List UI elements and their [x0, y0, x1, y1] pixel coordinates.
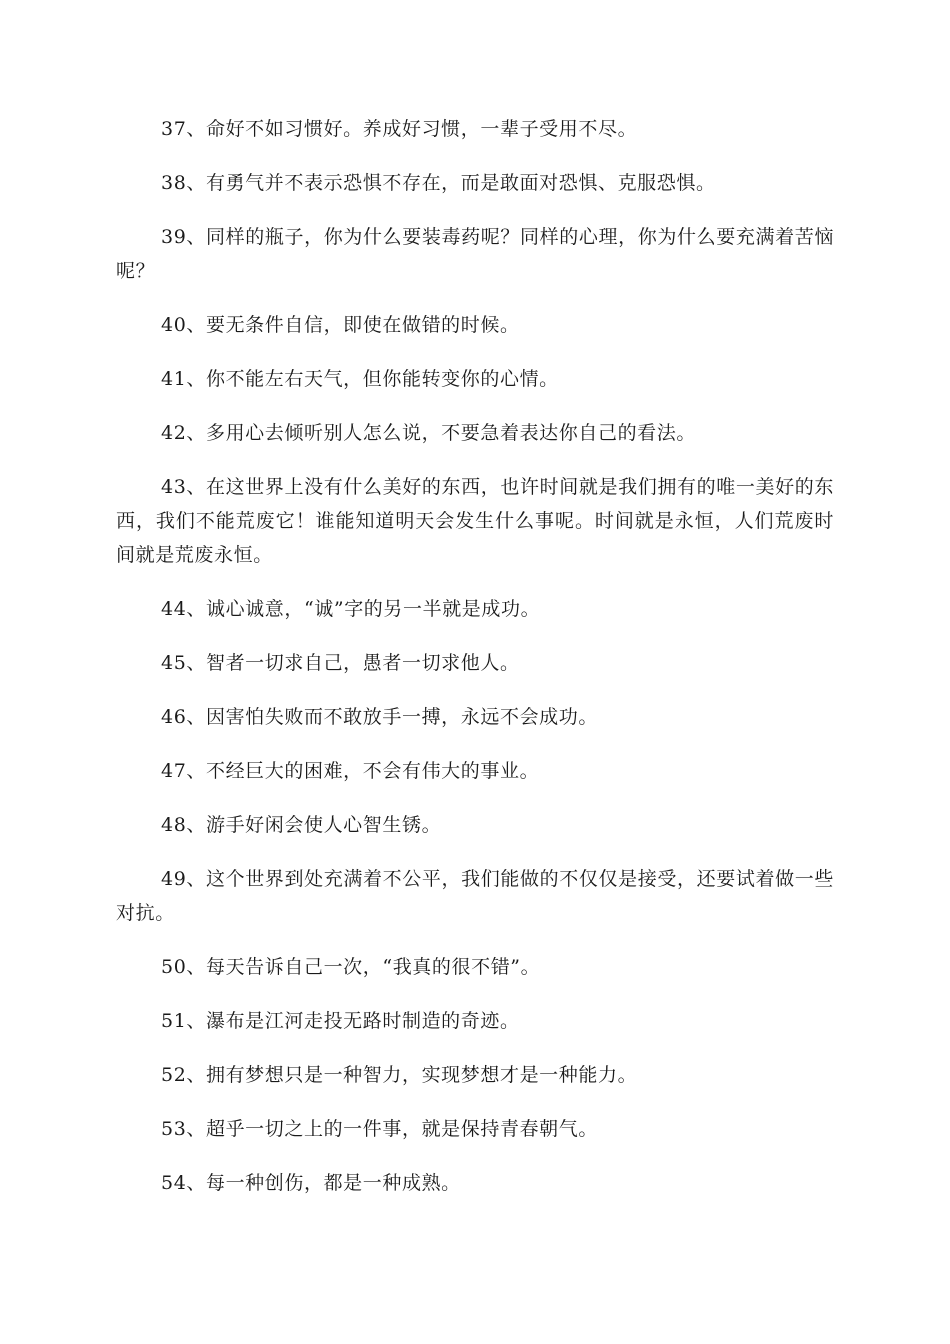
- paragraph-44: 44、诚心诚意，“诚”字的另一半就是成功。: [161, 598, 541, 620]
- paragraph-42: 42、多用心去倾听别人怎么说，不要急着表达你自己的看法。: [161, 422, 696, 444]
- paragraph-40: 40、要无条件自信，即使在做错的时候。: [161, 314, 520, 336]
- paragraph-43: 43、在这世界上没有什么美好的东西，也许时间就是我们拥有的唯一美好的东西，我们不能荒废它！谁能知道明天会发生什么事呢。时间就是永恒，人们荒废时间就是荒废永恒。: [116, 476, 834, 566]
- document-body: [116, 112, 834, 1220]
- paragraph-53: 53、超乎一切之上的一件事，就是保持青春朝气。: [161, 1118, 598, 1140]
- paragraph-51: 51、瀑布是江河走投无路时制造的奇迹。: [161, 1010, 520, 1032]
- paragraph-41: 41、你不能左右天气，但你能转变你的心情。: [161, 368, 559, 390]
- paragraph-39: 39、同样的瓶子，你为什么要装毒药呢？同样的心理，你为什么要充满着苦恼呢？: [116, 226, 834, 282]
- paragraph-48: 48、游手好闲会使人心智生锈。: [161, 814, 442, 836]
- paragraph-49: 49、这个世界到处充满着不公平，我们能做的不仅仅是接受，还要试着做一些对抗。: [116, 868, 834, 924]
- paragraph-45: 45、智者一切求自己，愚者一切求他人。: [161, 652, 520, 674]
- paragraph-52: 52、拥有梦想只是一种智力，实现梦想才是一种能力。: [161, 1064, 638, 1086]
- paragraph-50: 50、每天告诉自己一次，“我真的很不错”。: [161, 956, 541, 978]
- paragraph-47: 47、不经巨大的困难，不会有伟大的事业。: [161, 760, 540, 782]
- paragraph-54: 54、每一种创伤，都是一种成熟。: [161, 1172, 461, 1194]
- paragraph-38: 38、有勇气并不表示恐惧不存在，而是敢面对恐惧、克服恐惧。: [161, 172, 716, 194]
- paragraph-37: 37、命好不如习惯好。养成好习惯，一辈子受用不尽。: [161, 118, 638, 140]
- paragraph-46: 46、因害怕失败而不敢放手一搏，永远不会成功。: [161, 706, 598, 728]
